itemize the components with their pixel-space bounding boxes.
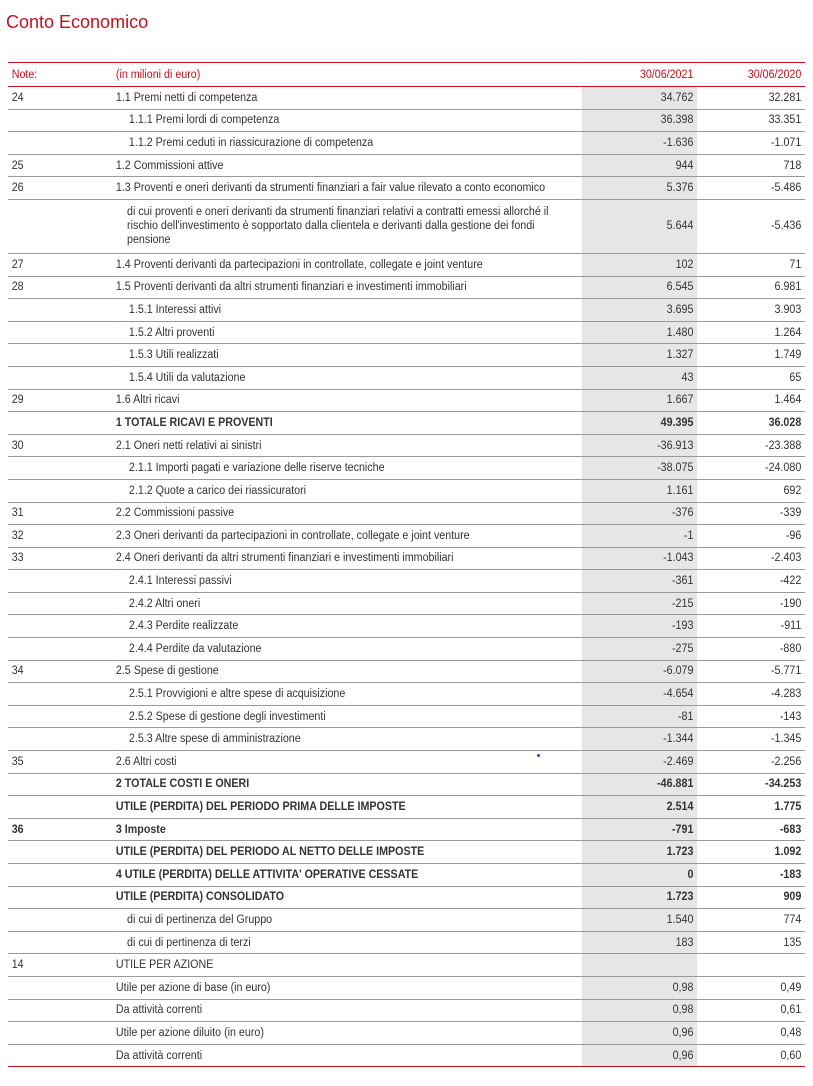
table-row	[8, 1044, 805, 1067]
row-value-2020: -880	[697, 638, 805, 661]
table-row	[8, 253, 805, 276]
table-row	[8, 276, 805, 299]
row-value-2021: 49.395	[582, 412, 697, 435]
row-label: Da attività correnti	[112, 1044, 582, 1067]
row-value-2020: -5.436	[697, 199, 805, 253]
row-value-2020: -34.253	[697, 773, 805, 796]
row-value-2020: 65	[697, 366, 805, 389]
row-note: 33	[8, 547, 112, 570]
row-note	[8, 299, 112, 322]
row-label: 1.5.2 Altri proventi	[112, 321, 582, 344]
row-label: 2.4.1 Interessi passivi	[112, 570, 582, 593]
table-row	[8, 638, 805, 661]
row-value-2020: -96	[697, 525, 805, 548]
row-value-2021: 0,96	[582, 1044, 697, 1067]
table-row	[8, 299, 805, 322]
row-value-2020: -683	[697, 818, 805, 841]
row-label: di cui di pertinenza del Gruppo	[112, 909, 582, 932]
row-note: 35	[8, 751, 112, 774]
row-label: 3 Imposte	[112, 818, 582, 841]
row-value-2020: -5.486	[697, 177, 805, 200]
table-row	[8, 177, 805, 200]
row-value-2020: 135	[697, 931, 805, 954]
row-note	[8, 705, 112, 728]
row-value-2020: 3.903	[697, 299, 805, 322]
row-value-2020: 1.775	[697, 796, 805, 819]
row-value-2021: 183	[582, 931, 697, 954]
row-value-2021: 1.540	[582, 909, 697, 932]
income-statement-table	[8, 62, 805, 1067]
row-value-2021: 5.644	[582, 199, 697, 253]
row-label: 2.4.2 Altri oneri	[112, 592, 582, 615]
row-label: 2.1.1 Importi pagati e variazione delle riserve tecniche	[112, 457, 582, 480]
row-value-2021: -275	[582, 638, 697, 661]
row-label: 2.2 Commissioni passive	[112, 502, 582, 525]
row-value-2021: -791	[582, 818, 697, 841]
row-value-2020: 0,61	[697, 999, 805, 1022]
row-value-2020: 718	[697, 154, 805, 177]
row-label: 1 TOTALE RICAVI E PROVENTI	[112, 412, 582, 435]
row-note	[8, 841, 112, 864]
table-row	[8, 909, 805, 932]
row-value-2021: 36.398	[582, 109, 697, 132]
row-label: 1.4 Proventi derivanti da partecipazioni in controllate, collegate e joint venture	[112, 253, 582, 276]
row-value-2020: -339	[697, 502, 805, 525]
row-value-2020: -183	[697, 864, 805, 887]
row-note	[8, 1044, 112, 1067]
table-row	[8, 931, 805, 954]
table-row	[8, 773, 805, 796]
row-note	[8, 321, 112, 344]
row-note: 32	[8, 525, 112, 548]
table-row	[8, 87, 805, 110]
row-value-2020: -911	[697, 615, 805, 638]
row-label: 1.5.4 Utili da valutazione	[112, 366, 582, 389]
table-header-row	[8, 63, 805, 87]
row-label: UTILE PER AZIONE	[112, 954, 582, 977]
row-label: UTILE (PERDITA) CONSOLIDATO	[112, 886, 582, 909]
row-value-2020: 0,49	[697, 976, 805, 999]
table-row	[8, 796, 805, 819]
row-label: 2.1 Oneri netti relativi ai sinistri	[112, 434, 582, 457]
table-row	[8, 434, 805, 457]
row-value-2021: 2.514	[582, 796, 697, 819]
row-value-2021: 1.723	[582, 886, 697, 909]
table-row	[8, 886, 805, 909]
row-value-2021: 34.762	[582, 87, 697, 110]
row-label: 1.1.2 Premi ceduti in riassicurazione di competenza	[112, 132, 582, 155]
row-note	[8, 479, 112, 502]
row-value-2020: 774	[697, 909, 805, 932]
table-row	[8, 954, 805, 977]
row-note: 29	[8, 389, 112, 412]
row-label: 1.2 Commissioni attive	[112, 154, 582, 177]
row-label: UTILE (PERDITA) DEL PERIODO AL NETTO DELLE IMPOSTE	[112, 841, 582, 864]
table-row	[8, 1022, 805, 1045]
row-label: 2.5.2 Spese di gestione degli investimenti	[112, 705, 582, 728]
table-row	[8, 479, 805, 502]
table-row	[8, 818, 805, 841]
row-label: Utile per azione diluito (in euro)	[112, 1022, 582, 1045]
table-row	[8, 199, 805, 253]
row-label: 2.5.1 Provvigioni e altre spese di acquisizione	[112, 683, 582, 706]
row-label: 2.4.3 Perdite realizzate	[112, 615, 582, 638]
table-row	[8, 705, 805, 728]
row-note	[8, 1022, 112, 1045]
table-row	[8, 683, 805, 706]
row-value-2020: 1.464	[697, 389, 805, 412]
row-note: 24	[8, 87, 112, 110]
table-row	[8, 321, 805, 344]
row-label: 1.1 Premi netti di competenza	[112, 87, 582, 110]
row-note	[8, 773, 112, 796]
row-value-2021: 0	[582, 864, 697, 887]
table-row	[8, 344, 805, 367]
row-value-2020: -24.080	[697, 457, 805, 480]
row-value-2021: -376	[582, 502, 697, 525]
row-value-2021: -38.075	[582, 457, 697, 480]
row-value-2021: -36.913	[582, 434, 697, 457]
row-label: 1.6 Altri ricavi	[112, 389, 582, 412]
row-value-2020: 6.981	[697, 276, 805, 299]
row-value-2020: 1.749	[697, 344, 805, 367]
table-row	[8, 412, 805, 435]
table-row	[8, 728, 805, 751]
table-row	[8, 864, 805, 887]
row-value-2021: 43	[582, 366, 697, 389]
row-note	[8, 412, 112, 435]
row-label: 4 UTILE (PERDITA) DELLE ATTIVITA' OPERATIVE CESSATE	[112, 864, 582, 887]
row-value-2020: -143	[697, 705, 805, 728]
table-row	[8, 570, 805, 593]
row-label: 2 TOTALE COSTI E ONERI	[112, 773, 582, 796]
row-label: 1.3 Proventi e oneri derivanti da strumenti finanziari a fair value rilevato a conto economico	[112, 177, 582, 200]
row-note: 28	[8, 276, 112, 299]
row-note	[8, 909, 112, 932]
row-value-2020: -1.071	[697, 132, 805, 155]
row-value-2021: -4.654	[582, 683, 697, 706]
row-note	[8, 615, 112, 638]
table-row	[8, 109, 805, 132]
header-description: (in milioni di euro)	[112, 63, 582, 87]
row-note	[8, 570, 112, 593]
row-value-2021: 1.161	[582, 479, 697, 502]
row-value-2020: 71	[697, 253, 805, 276]
row-value-2020: 909	[697, 886, 805, 909]
row-label: UTILE (PERDITA) DEL PERIODO PRIMA DELLE IMPOSTE	[112, 796, 582, 819]
row-label: 2.4.4 Perdite da valutazione	[112, 638, 582, 661]
row-note: 36	[8, 818, 112, 841]
row-note: 26	[8, 177, 112, 200]
table-row	[8, 547, 805, 570]
row-value-2021: -1.636	[582, 132, 697, 155]
table-row	[8, 841, 805, 864]
row-value-2021: -1.344	[582, 728, 697, 751]
row-note	[8, 592, 112, 615]
row-label: 1.1.1 Premi lordi di competenza	[112, 109, 582, 132]
row-label: di cui proventi e oneri derivanti da strumenti finanziari relativi a contratti emessi allorché il rischio dell'investimento è sopportato dalla clientela e derivanti dalla gestione dei fondi pensione	[112, 199, 582, 253]
row-label: 2.5 Spese di gestione	[112, 660, 582, 683]
page-title: Conto Economico	[6, 12, 149, 32]
table-row	[8, 366, 805, 389]
row-value-2020: 0,48	[697, 1022, 805, 1045]
row-note	[8, 796, 112, 819]
row-value-2021	[582, 954, 697, 977]
row-value-2020: 1.092	[697, 841, 805, 864]
row-note: 27	[8, 253, 112, 276]
row-note: 31	[8, 502, 112, 525]
row-label: 2.1.2 Quote a carico dei riassicuratori	[112, 479, 582, 502]
row-value-2020: 1.264	[697, 321, 805, 344]
row-label: di cui di pertinenza di terzi	[112, 931, 582, 954]
row-note	[8, 344, 112, 367]
row-value-2021: -215	[582, 592, 697, 615]
table-row	[8, 660, 805, 683]
row-note	[8, 366, 112, 389]
row-value-2021: -193	[582, 615, 697, 638]
table-body	[8, 87, 805, 1067]
table-row	[8, 502, 805, 525]
table-row	[8, 154, 805, 177]
row-value-2021: -46.881	[582, 773, 697, 796]
row-value-2021: -1.043	[582, 547, 697, 570]
row-value-2021: -6.079	[582, 660, 697, 683]
header-note: Note:	[8, 63, 112, 87]
table-row	[8, 976, 805, 999]
table-row	[8, 389, 805, 412]
row-note	[8, 132, 112, 155]
row-value-2021: 1.327	[582, 344, 697, 367]
header-2020: 30/06/2020	[697, 63, 805, 87]
row-value-2021: 944	[582, 154, 697, 177]
row-label: 2.4 Oneri derivanti da altri strumenti finanziari e investimenti immobiliari	[112, 547, 582, 570]
row-value-2020: -1.345	[697, 728, 805, 751]
row-value-2020: 0,60	[697, 1044, 805, 1067]
row-value-2020: -5.771	[697, 660, 805, 683]
row-label: 1.5 Proventi derivanti da altri strumenti finanziari e investimenti immobiliari	[112, 276, 582, 299]
row-value-2020: 33.351	[697, 109, 805, 132]
row-note	[8, 999, 112, 1022]
row-value-2021: 5.376	[582, 177, 697, 200]
row-value-2021: 0,96	[582, 1022, 697, 1045]
row-note: 34	[8, 660, 112, 683]
cursor-dot	[537, 754, 540, 757]
row-label: 2.6 Altri costi	[112, 751, 582, 774]
table-row	[8, 615, 805, 638]
row-label: 1.5.3 Utili realizzati	[112, 344, 582, 367]
row-value-2021: 6.545	[582, 276, 697, 299]
row-note	[8, 728, 112, 751]
row-label: 1.5.1 Interessi attivi	[112, 299, 582, 322]
table-row	[8, 751, 805, 774]
row-label: Utile per azione di base (in euro)	[112, 976, 582, 999]
row-value-2020: -422	[697, 570, 805, 593]
row-value-2020: 692	[697, 479, 805, 502]
row-value-2020: -2.403	[697, 547, 805, 570]
row-value-2021: -81	[582, 705, 697, 728]
row-note	[8, 931, 112, 954]
table-row	[8, 525, 805, 548]
row-value-2021: -1	[582, 525, 697, 548]
row-value-2020: 36.028	[697, 412, 805, 435]
row-label: 2.5.3 Altre spese di amministrazione	[112, 728, 582, 751]
row-note	[8, 199, 112, 253]
row-note	[8, 886, 112, 909]
row-label: 2.3 Oneri derivanti da partecipazioni in controllate, collegate e joint venture	[112, 525, 582, 548]
table-row	[8, 457, 805, 480]
row-note	[8, 457, 112, 480]
row-value-2021: 0,98	[582, 999, 697, 1022]
row-value-2021: 1.667	[582, 389, 697, 412]
row-value-2020: -4.283	[697, 683, 805, 706]
row-note: 30	[8, 434, 112, 457]
row-value-2020: 32.281	[697, 87, 805, 110]
row-value-2020	[697, 954, 805, 977]
row-value-2021: 0,98	[582, 976, 697, 999]
row-value-2021: -361	[582, 570, 697, 593]
row-note	[8, 109, 112, 132]
row-value-2021: 1.723	[582, 841, 697, 864]
row-value-2020: -190	[697, 592, 805, 615]
table-row	[8, 132, 805, 155]
header-2021: 30/06/2021	[582, 63, 697, 87]
row-note: 25	[8, 154, 112, 177]
row-value-2020: -23.388	[697, 434, 805, 457]
row-note	[8, 864, 112, 887]
row-value-2021: 102	[582, 253, 697, 276]
row-note	[8, 638, 112, 661]
table-row	[8, 999, 805, 1022]
row-value-2020: -2.256	[697, 751, 805, 774]
row-value-2021: 3.695	[582, 299, 697, 322]
row-note: 14	[8, 954, 112, 977]
row-note	[8, 683, 112, 706]
row-value-2021: -2.469	[582, 751, 697, 774]
row-value-2021: 1.480	[582, 321, 697, 344]
row-note	[8, 976, 112, 999]
row-label: Da attività correnti	[112, 999, 582, 1022]
table-row	[8, 592, 805, 615]
